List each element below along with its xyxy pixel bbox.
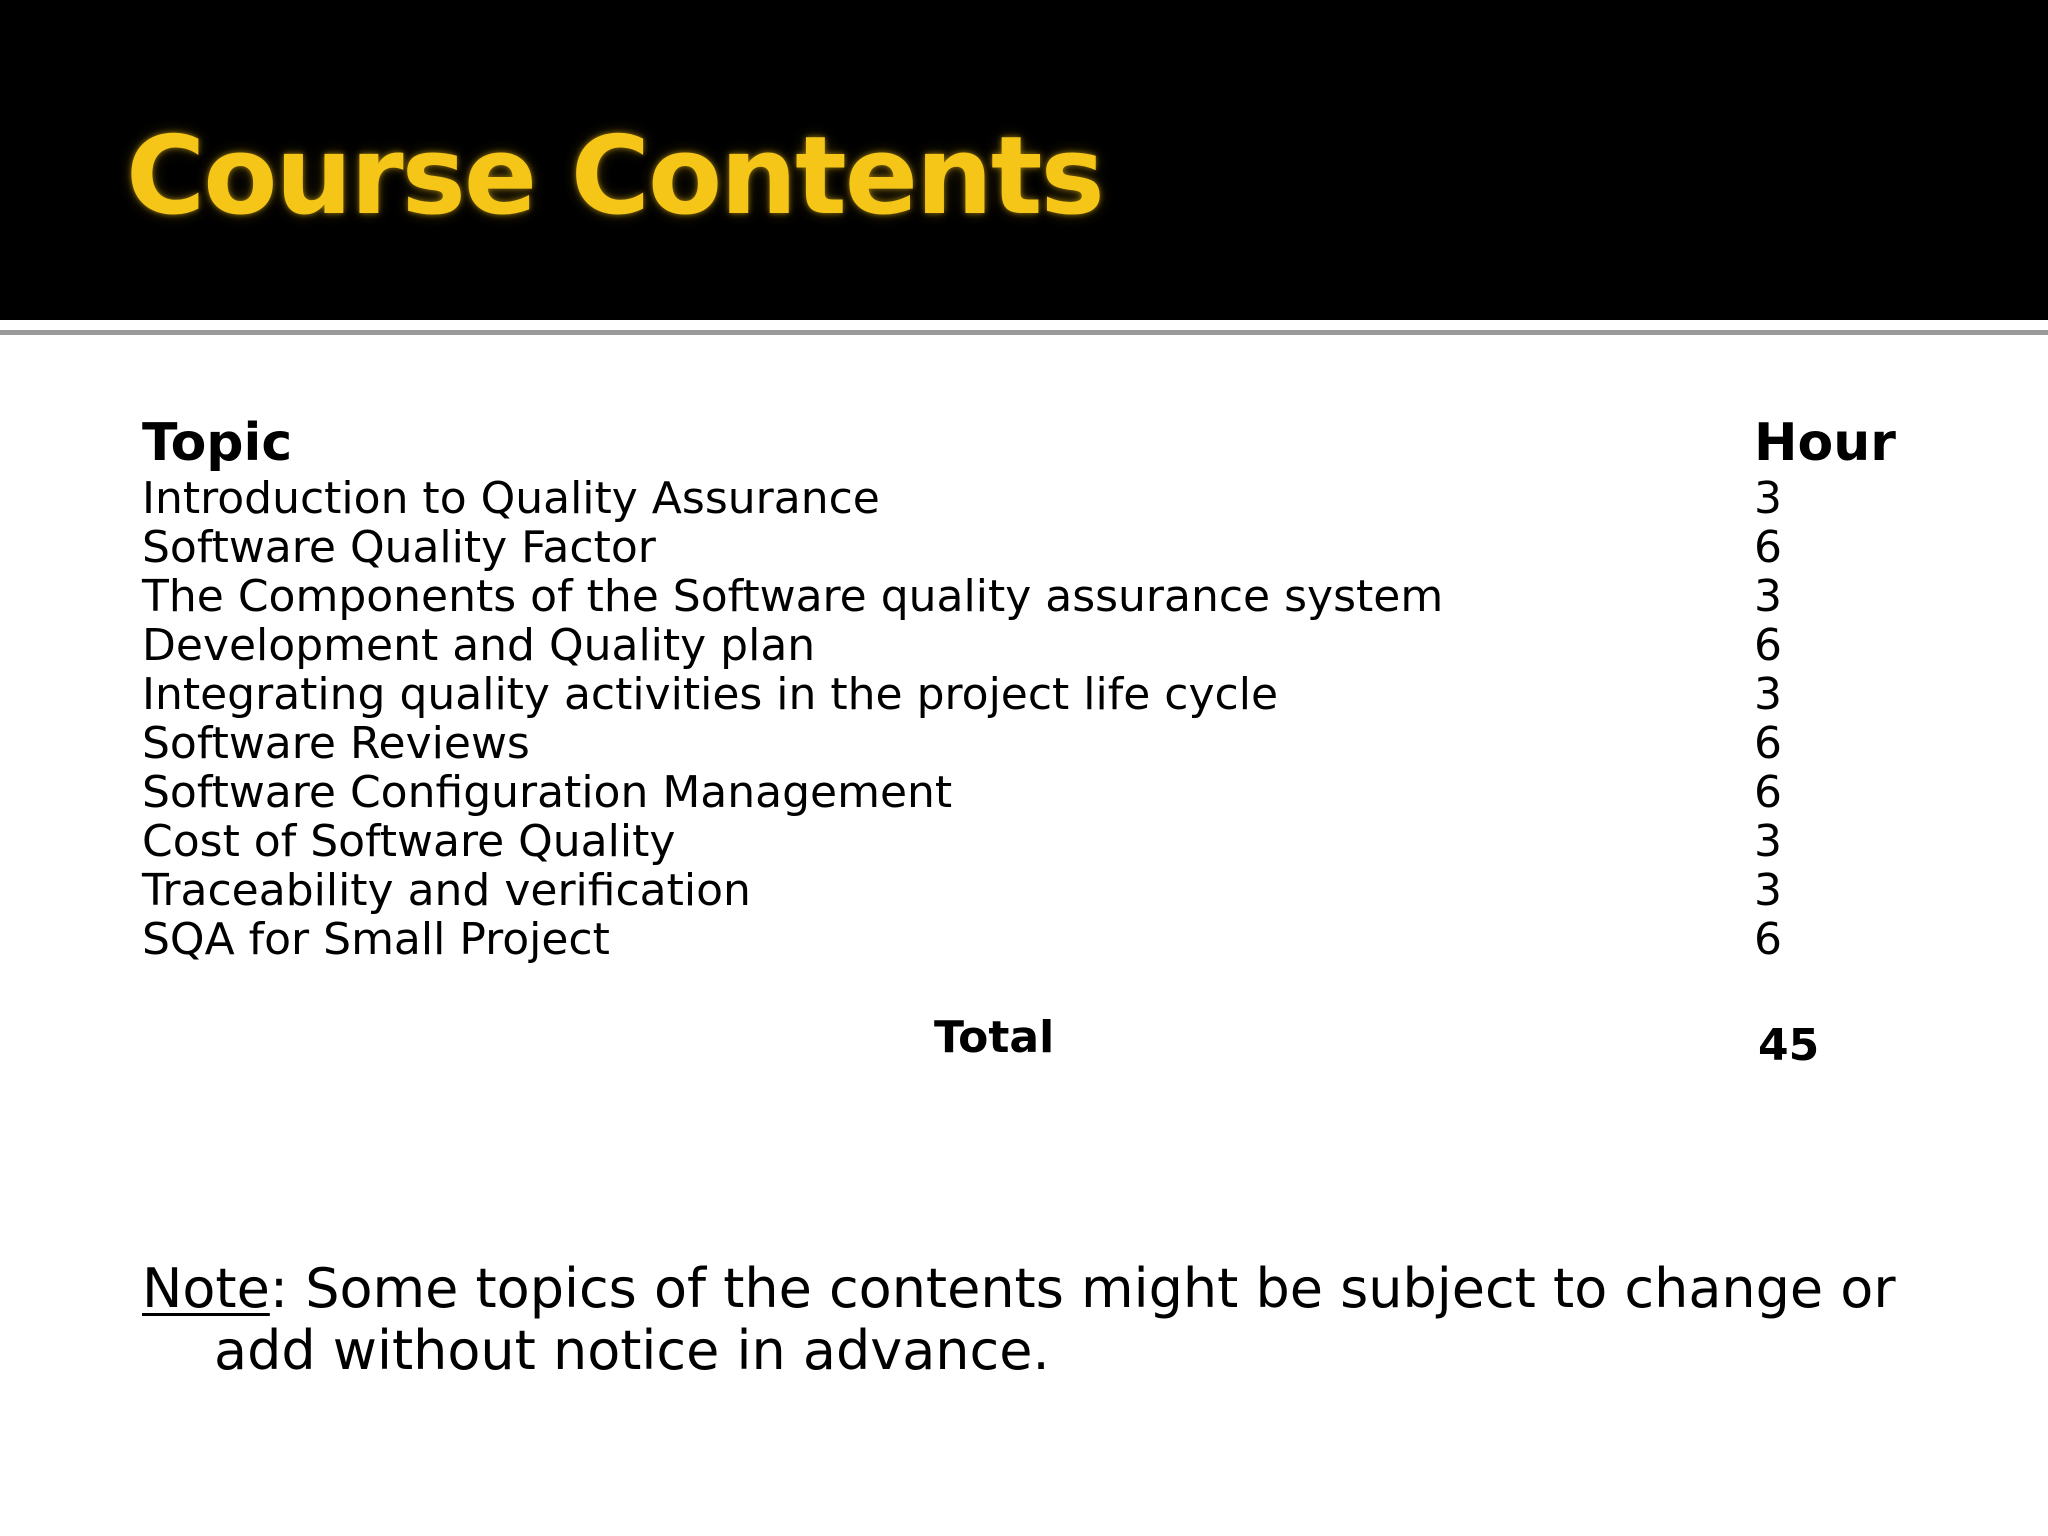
title-divider-gap — [0, 320, 2048, 328]
note-text: Some topics of the contents might be subject to change or add without notice in advance. — [214, 1257, 1896, 1382]
topic-row: Software Configuration Management — [142, 767, 953, 818]
hour-list — [1754, 474, 1874, 964]
hour-cell: 3 — [1754, 669, 1782, 720]
title-divider — [0, 330, 2048, 335]
topic-row: Integrating quality activities in the project life cycle — [142, 669, 1279, 720]
hour-cell: 6 — [1754, 620, 1782, 671]
topic-row: Introduction to Quality Assurance — [142, 473, 880, 524]
hour-column-header: Hour — [1754, 413, 1896, 473]
hour-cell: 6 — [1754, 767, 1782, 818]
topic-row: Software Reviews — [142, 718, 530, 769]
topic-row: The Components of the Software quality assurance system — [142, 571, 1444, 622]
hour-cell: 6 — [1754, 718, 1782, 769]
hour-cell: 6 — [1754, 914, 1782, 965]
topic-row: Development and Quality plan — [142, 620, 816, 671]
topic-row: Cost of Software Quality — [142, 816, 676, 867]
note — [142, 1258, 2014, 1382]
topic-column-header: Topic — [142, 413, 293, 473]
hour-cell: 3 — [1754, 571, 1782, 622]
title-bar — [0, 0, 2048, 320]
hour-cell: 3 — [1754, 816, 1782, 867]
note-label: Note — [142, 1257, 270, 1320]
total-label: Total — [934, 1012, 1055, 1063]
hour-cell: 3 — [1754, 865, 1782, 916]
topic-row: Software Quality Factor — [142, 522, 656, 573]
topic-row: SQA for Small Project — [142, 914, 610, 965]
hour-cell: 6 — [1754, 522, 1782, 573]
hour-cell: 3 — [1754, 473, 1782, 524]
total-value: 45 — [1758, 1020, 1820, 1071]
note-separator: : — [269, 1257, 289, 1320]
slide-title: Course Contents — [126, 114, 1103, 239]
topic-row: Traceability and verification — [142, 865, 751, 916]
topic-list — [142, 474, 1702, 964]
